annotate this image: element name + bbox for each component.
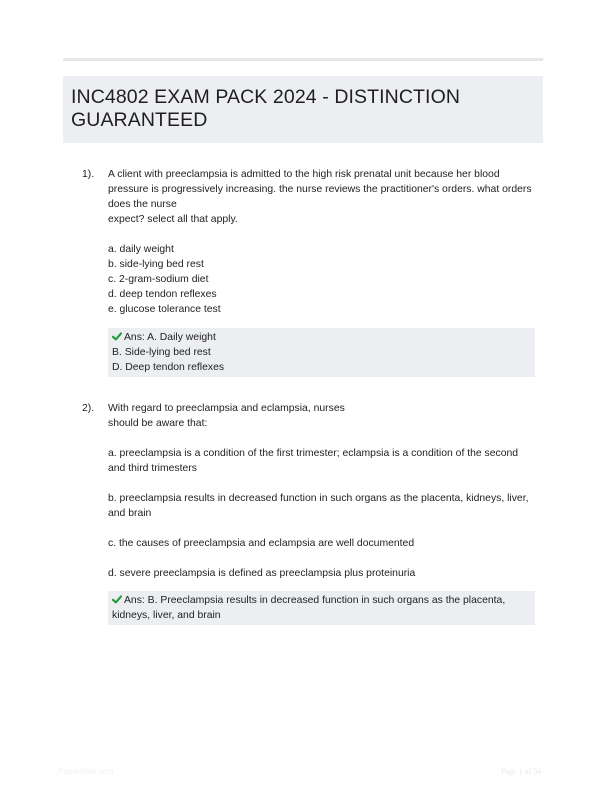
answer-line: D. Deep tendon reflexes [112, 362, 225, 373]
question-text: With regard to preeclampsia and eclampsia, nurses should be aware that: [108, 403, 345, 429]
answer-text: Ans: A. Daily weight [124, 332, 216, 343]
option-b: b. side-lying bed rest [108, 259, 204, 270]
option-a: a. daily weight [108, 244, 174, 255]
option-a: a. preeclampsia is a condition of the first trimester; eclampsia is a condition of the second and third trimesters [108, 448, 519, 474]
option-d: d. severe preeclampsia is defined as preeclampsia plus proteinuria [108, 568, 416, 579]
question-number: 1). [82, 169, 95, 180]
option-list [108, 446, 536, 581]
option-c: c. the causes of preeclampsia and eclampsia are well documented [108, 538, 415, 549]
answer-box-1 [108, 328, 535, 377]
question-text: A client with preeclampsia is admitted to the high risk prenatal unit because her blood pressure is progressively increasing. the nurse reviews the practitioner's orders. what orders does the nurse expect? select all that apply. [108, 169, 532, 225]
answer-text: Ans: B. Preeclampsia results in decreased function in such organs as the placenta, kidneys, liver, and brain [112, 595, 506, 621]
option-d: d. deep tendon reflexes [108, 289, 217, 300]
option-list [108, 242, 536, 317]
answer-line: B. Side-lying bed rest [112, 347, 211, 358]
question-number: 2). [82, 403, 95, 414]
option-e: e. glucose tolerance test [108, 304, 221, 315]
check-icon [112, 332, 122, 341]
check-icon [112, 595, 122, 604]
page-indicator: Page 1 of 54 [501, 767, 542, 776]
option-b: b. preeclampsia results in decreased function in such organs as the placenta, kidneys, liver, and brain [108, 493, 529, 519]
answer-line [112, 593, 531, 623]
title-banner [63, 76, 543, 143]
document-title: INC4802 EXAM PACK 2024 - DISTINCTION GUARANTEED [71, 86, 461, 131]
footer-watermark: Papersbite.com [58, 767, 114, 776]
question-body [108, 401, 536, 581]
option-c: c. 2-gram-sodium diet [108, 274, 209, 285]
answer-box-2 [108, 591, 535, 625]
top-divider [63, 58, 543, 61]
answer-line [112, 330, 531, 345]
question-body [108, 167, 536, 317]
